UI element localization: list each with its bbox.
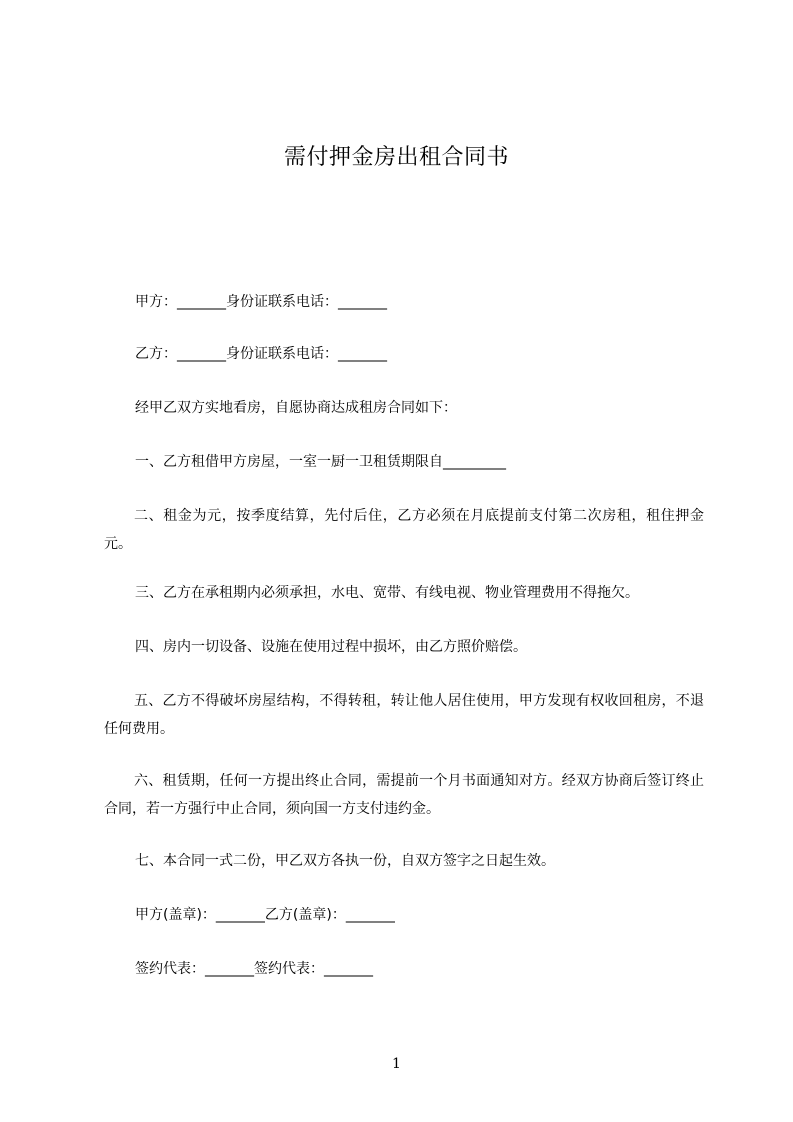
- party-a-line: 甲方：_______身份证联系电话：_______: [135, 294, 387, 310]
- clause-4: 四、房内一切设备、设施在使用过程中损坏，由乙方照价赔偿。: [135, 639, 527, 655]
- contract-intro: 经甲乙双方实地看房，自愿协商达成租房合同如下：: [135, 400, 457, 416]
- clause-6: 六、租赁期，任何一方提出终止合同，需提前一个月书面通知对方。经双方协商后签订终止合同，若一方强行中止合同，须向国一方支付违约金。: [104, 773, 704, 817]
- clause-1: 一、乙方租借甲方房屋，一室一厨一卫租赁期限自_________: [135, 454, 506, 470]
- document-title: 需付押金房出租合同书: [283, 145, 509, 170]
- clause-3: 三、乙方在承租期内必须承担，水电、宽带、有线电视、物业管理费用不得拖欠。: [135, 585, 639, 601]
- clause-5: 五、乙方不得破坏房屋结构，不得转租，转让他人居住使用，甲方发现有权收回租房，不退任何费用。: [104, 693, 704, 737]
- clause-2: 二、租金为元，按季度结算，先付后住，乙方必须在月底提前支付第二次房租，租住押金元。: [104, 508, 704, 552]
- seal-line: 甲方(盖章)：_______乙方(盖章)：_______: [135, 907, 395, 923]
- party-b-line: 乙方：_______身份证联系电话：_______: [135, 346, 387, 362]
- clause-7: 七、本合同一式二份，甲乙双方各执一份，自双方签字之日起生效。: [135, 853, 555, 869]
- representative-line: 签约代表：_______签约代表：_______: [135, 961, 373, 977]
- page-number: 1: [392, 1056, 401, 1072]
